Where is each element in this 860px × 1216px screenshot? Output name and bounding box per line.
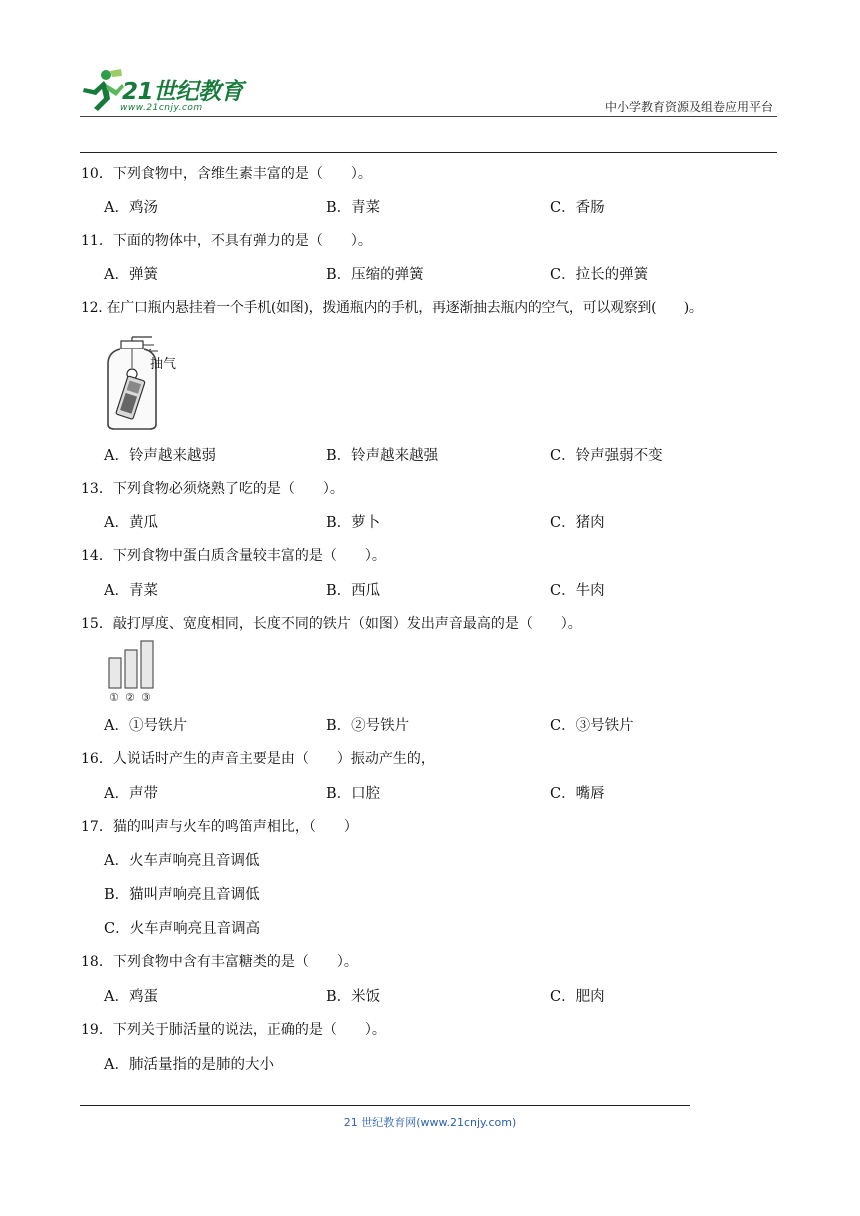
strip-label-1: ① bbox=[109, 691, 119, 704]
option-c: C．③号铁片 bbox=[550, 718, 634, 734]
option-a: A．铃声越来越弱 bbox=[104, 448, 216, 464]
option-b: B．青菜 bbox=[326, 200, 381, 216]
option-a: A．弹簧 bbox=[104, 267, 158, 283]
figure-label-chouqi: 抽气 bbox=[150, 357, 177, 372]
question-13: 13．下列食物必须烧熟了吃的是（ ）。 bbox=[81, 481, 344, 497]
footer-divider bbox=[80, 1105, 690, 1106]
option-b: B．②号铁片 bbox=[326, 718, 410, 734]
header-divider bbox=[80, 116, 777, 117]
question-18: 18．下列食物中含有丰富糖类的是（ ）。 bbox=[81, 954, 358, 970]
option-c: C．嘴唇 bbox=[550, 786, 605, 802]
option-a: A．鸡蛋 bbox=[104, 989, 158, 1005]
footer-link[interactable]: 21 世纪教育网(www.21cnjy.com) bbox=[343, 1116, 517, 1129]
bottle-phone-figure bbox=[104, 336, 184, 432]
logo-url: www.21cnjy.com bbox=[120, 103, 203, 113]
question-14: 14．下列食物中蛋白质含量较丰富的是（ ）。 bbox=[81, 548, 386, 564]
option-b: B．猫叫声响亮且音调低 bbox=[104, 887, 260, 903]
question-17: 17．猫的叫声与火车的鸣笛声相比，（ ） bbox=[81, 819, 358, 835]
question-12: 12. 在广口瓶内悬挂着一个手机(如图)，拨通瓶内的手机，再逐渐抽去瓶内的空气，可以观察到( )。 bbox=[81, 300, 703, 316]
option-b: B．西瓜 bbox=[326, 583, 381, 599]
iron-strips-figure bbox=[104, 637, 160, 707]
logo-text: 21世纪教育 bbox=[122, 79, 244, 105]
content-divider bbox=[80, 152, 777, 153]
option-b: B．口腔 bbox=[326, 786, 381, 802]
question-15: 15．敲打厚度、宽度相同，长度不同的铁片（如图）发出声音最高的是（ ）。 bbox=[81, 616, 582, 632]
option-a: A．火车声响亮且音调低 bbox=[104, 853, 260, 869]
option-b: B．米饭 bbox=[326, 989, 381, 1005]
platform-title: 中小学教育资源及组卷应用平台 bbox=[604, 100, 773, 114]
option-c: C．猪肉 bbox=[550, 515, 605, 531]
runner-icon bbox=[80, 68, 124, 112]
option-a: A．黄瓜 bbox=[104, 515, 158, 531]
question-11: 11．下面的物体中，不具有弹力的是（ ）。 bbox=[81, 233, 372, 249]
option-c: C．拉长的弹簧 bbox=[550, 267, 649, 283]
strip-label-3: ③ bbox=[141, 691, 151, 704]
question-19: 19．下列关于肺活量的说法，正确的是（ ）。 bbox=[81, 1022, 386, 1038]
option-a: A．青菜 bbox=[104, 583, 158, 599]
option-a: A．声带 bbox=[104, 786, 158, 802]
question-16: 16．人说话时产生的声音主要是由（ ）振动产生的， bbox=[81, 751, 435, 767]
option-c: C．牛肉 bbox=[550, 583, 605, 599]
option-b: B．压缩的弹簧 bbox=[326, 267, 424, 283]
option-a: A．肺活量指的是肺的大小 bbox=[104, 1057, 274, 1073]
option-b: B．萝卜 bbox=[326, 515, 381, 531]
question-10: 10．下列食物中，含维生素丰富的是（ ）。 bbox=[81, 166, 372, 182]
option-c: C．铃声强弱不变 bbox=[550, 448, 663, 464]
option-b: B．铃声越来越强 bbox=[326, 448, 439, 464]
option-a: A．鸡汤 bbox=[104, 200, 158, 216]
option-a: A．①号铁片 bbox=[104, 718, 187, 734]
strip-label-2: ② bbox=[125, 691, 135, 704]
site-logo bbox=[80, 66, 300, 118]
option-c: C．火车声响亮且音调高 bbox=[104, 921, 261, 937]
option-c: C．肥肉 bbox=[550, 989, 605, 1005]
option-c: C．香肠 bbox=[550, 200, 605, 216]
page-header bbox=[80, 66, 777, 118]
